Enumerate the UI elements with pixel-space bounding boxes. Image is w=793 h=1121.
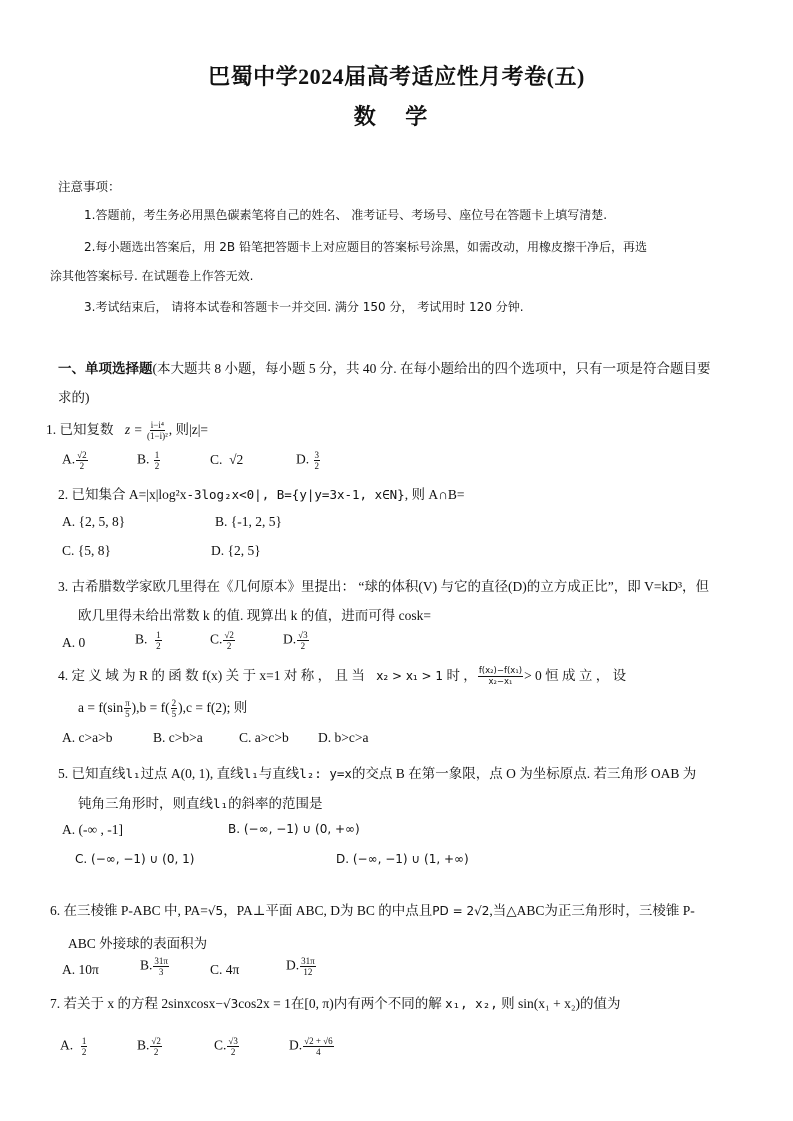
q6-option-d-frac bbox=[300, 956, 316, 977]
q7-option-c-frac bbox=[227, 1036, 238, 1057]
q7-option-c[interactable] bbox=[214, 1036, 240, 1057]
q1-a-den: 2 bbox=[79, 461, 85, 471]
q2-stem-mono: -3log₂x<0|, B={y|y=3x-1, x∈N} bbox=[186, 487, 405, 502]
q3-c-den: 2 bbox=[226, 641, 232, 651]
q7-line-a: 7. 若关于 x 的方程 2sinxcosx− bbox=[50, 996, 223, 1011]
q7-b-den: 2 bbox=[153, 1047, 159, 1057]
section-1-line-1 bbox=[58, 357, 711, 377]
q6-option-b-frac bbox=[153, 956, 169, 977]
notice-item-3: 3.考试结束后， 请将本试卷和答题卡一并交回. 满分 150 分， 考试用时 120 分钟. bbox=[84, 300, 524, 314]
q2-option-d[interactable]: D. {2, 5} bbox=[211, 543, 261, 558]
q4-pi-den: 5 bbox=[125, 709, 130, 720]
q3-option-d[interactable] bbox=[283, 630, 310, 651]
q7-d-num: √2 + √6 bbox=[304, 1036, 333, 1046]
page-title: 巴蜀中学2024届高考适应性月考卷(五) bbox=[208, 64, 585, 89]
q5-line1-c: 与直线 bbox=[258, 766, 300, 781]
q4-line1-a: 4. 定 义 域 为 R 的 函 数 f(x) 关 于 x=1 对 称 ， 且 当 bbox=[58, 668, 365, 683]
question-6-line-1 bbox=[50, 899, 695, 919]
question-6-line-2: ABC 外接球的表面积为 bbox=[68, 936, 208, 951]
q4-pi-num: π bbox=[125, 698, 130, 709]
q7-a-den: 2 bbox=[81, 1047, 87, 1057]
q1-frac-den: (1−i)² bbox=[147, 431, 168, 442]
q7-b-num: √2 bbox=[151, 1036, 161, 1046]
notice-item-2-line-1: 2.每小题选出答案后，用 2B 铅笔把答题卡上对应题目的答案标号涂黑，如需改动，用橡皮擦干净后，再选 bbox=[84, 240, 647, 254]
q3-option-c-label: C. bbox=[210, 631, 223, 647]
q6-b-den: 3 bbox=[158, 967, 164, 977]
q7-c-den: 2 bbox=[230, 1047, 236, 1057]
q5-line1-a: 5. 已知直线 bbox=[58, 766, 126, 781]
q4-two-num: 2 bbox=[171, 698, 177, 709]
question-1-stem bbox=[46, 418, 208, 441]
q5-l1-third: l₁ bbox=[213, 796, 229, 811]
q1-stem-a: 1. 已知复数 bbox=[46, 422, 114, 437]
q6-option-d-label: D. bbox=[286, 957, 300, 973]
q5-line1-b: 过点 A(0, 1), 直线 bbox=[140, 766, 244, 781]
q7-option-d-label: D. bbox=[289, 1037, 303, 1053]
q1-z-label: z = bbox=[124, 422, 143, 437]
q3-option-d-label: D. bbox=[283, 631, 297, 647]
q4-option-b[interactable]: B. c>b>a bbox=[153, 730, 203, 745]
q7-option-d-frac bbox=[303, 1036, 333, 1057]
q1-option-b-frac bbox=[154, 450, 161, 471]
q7-line-b: cos2x = 1在[0, π)内有两个不同的解 bbox=[238, 996, 442, 1011]
q4-line2-b: ),b = f( bbox=[131, 700, 170, 715]
q1-option-a-label: A. bbox=[62, 451, 76, 467]
q7-roots: x₁, x₂, bbox=[445, 996, 498, 1011]
q7-option-b-label: B. bbox=[137, 1037, 150, 1053]
question-3-line-1: 3. 古希腊数学家欧几里得在《几何原本》里提出： “球的体积(V) 与它的直径(D)的立方成正比”，即 V=kD³，但 bbox=[58, 579, 709, 594]
q4-line2-a: a = f(sin bbox=[78, 700, 124, 715]
q1-option-c[interactable] bbox=[210, 452, 243, 468]
q6-pd: PD = 2√2 bbox=[432, 904, 490, 918]
q7-option-a[interactable] bbox=[60, 1036, 88, 1057]
q1-d-den: 2 bbox=[314, 461, 319, 471]
q6-line1-c: ,当△ABC为正三角形时，三棱锥 P- bbox=[489, 903, 695, 918]
q3-c-num: √2 bbox=[224, 630, 234, 640]
q5-option-d[interactable]: D. (−∞, −1) ∪ (1, +∞) bbox=[336, 852, 469, 866]
q3-b-den: 2 bbox=[156, 641, 161, 651]
q1-b-den: 2 bbox=[154, 461, 160, 471]
q7-option-a-label: A. bbox=[60, 1037, 74, 1053]
q5-l1: l₁ bbox=[125, 766, 141, 781]
q6-line1-b: ，PA⊥平面 ABC, D为 BC 的中点且 bbox=[223, 903, 433, 918]
q3-option-b-frac bbox=[155, 630, 162, 651]
q4-line1-b: 时 ， bbox=[446, 668, 477, 683]
q1-option-a[interactable] bbox=[62, 450, 89, 471]
q6-d-num: 31π bbox=[301, 956, 315, 966]
q3-d-num: √3 bbox=[298, 630, 308, 640]
q1-c-value: √2 bbox=[229, 452, 244, 467]
section-1-desc-line-1: (本大题共 8 小题，每小题 5 分，共 40 分. 在每小题给出的四个选项中，只有一项是符合题目要 bbox=[152, 361, 711, 376]
question-5-line-1 bbox=[58, 762, 696, 782]
q7-option-b-frac bbox=[150, 1036, 161, 1057]
q4-option-c[interactable]: C. a>c>b bbox=[239, 730, 289, 745]
q6-b-num: 31π bbox=[154, 956, 168, 966]
q5-l1-second: l₁ bbox=[243, 766, 259, 781]
q2-option-a[interactable]: A. {2, 5, 8} bbox=[62, 514, 126, 529]
q3-option-b-label: B. bbox=[135, 631, 148, 647]
q5-line1-d: 的交点 B 在第一象限，点 O 为坐标原点. 若三角形 OAB 为 bbox=[351, 766, 697, 781]
q7-c-num: √3 bbox=[228, 1036, 238, 1046]
q6-option-c[interactable]: C. 4π bbox=[210, 962, 240, 977]
q1-option-d[interactable] bbox=[296, 450, 321, 471]
q5-option-c[interactable]: C. (−∞, −1) ∪ (0, 1) bbox=[75, 852, 195, 866]
q2-stem-a: 2. 已知集合 A=|x|log²x bbox=[58, 487, 187, 502]
q7-a-num: 1 bbox=[81, 1036, 87, 1046]
q6-line1-a: 6. 在三棱锥 P-ABC 中, PA= bbox=[50, 903, 208, 918]
question-4-line-2 bbox=[78, 696, 247, 719]
q1-option-d-label: D. bbox=[296, 451, 310, 467]
q4-option-a[interactable]: A. c>a>b bbox=[62, 730, 113, 745]
q4-two-den: 5 bbox=[171, 709, 177, 720]
q5-option-a[interactable]: A. (-∞ , -1] bbox=[62, 822, 123, 837]
q1-b-num: 1 bbox=[154, 450, 160, 460]
q5-option-b[interactable]: B. (−∞, −1) ∪ (0, +∞) bbox=[228, 822, 360, 836]
subject-title: 数 学 bbox=[353, 104, 440, 129]
q6-option-a[interactable]: A. 10π bbox=[62, 962, 99, 977]
question-2-stem bbox=[58, 483, 464, 503]
q4-frac-num: f(x₂)−f(x₁) bbox=[478, 666, 523, 677]
q2-stem-b: , 则 A∩B= bbox=[404, 487, 465, 502]
q4-line1-c: > 0 恒 成 立 ， 设 bbox=[524, 668, 627, 683]
notice-heading: 注意事项： bbox=[58, 179, 121, 194]
q6-d-den: 12 bbox=[303, 967, 313, 977]
q4-frac-den: x₂−x₁ bbox=[488, 677, 513, 688]
notice-item-2-line-2: 涂其他答案标号. 在试题卷上作答无效. bbox=[50, 269, 254, 283]
q1-option-b-label: B. bbox=[137, 451, 150, 467]
q4-fraction bbox=[478, 666, 523, 687]
q1-a-num: √2 bbox=[77, 450, 87, 460]
q3-option-c-frac bbox=[223, 630, 234, 651]
q5-line2-b: 的斜率的范围是 bbox=[228, 796, 323, 811]
q1-fraction bbox=[147, 420, 168, 441]
q1-stem-b: , 则|z|= bbox=[168, 422, 209, 437]
question-4-line-1 bbox=[58, 664, 626, 687]
q4-option-d[interactable]: D. b>c>a bbox=[318, 730, 369, 745]
q6-pa-value: √5 bbox=[207, 904, 224, 918]
section-1-heading: 一、单项选择题 bbox=[58, 361, 153, 376]
q7-option-d[interactable] bbox=[289, 1036, 335, 1057]
q7-d-den: 4 bbox=[316, 1047, 321, 1057]
q7-option-a-frac bbox=[81, 1036, 88, 1057]
q5-l2: l₂: y=x bbox=[299, 766, 352, 781]
q1-option-a-frac bbox=[76, 450, 87, 471]
q6-option-b-label: B. bbox=[140, 957, 153, 973]
section-1-desc-line-2: 求的) bbox=[58, 390, 90, 405]
question-3-line-2: 欧几里得未给出常数 k 的值. 现算出 k 的值，进而可得 cosk= bbox=[78, 608, 431, 623]
q1-option-b[interactable] bbox=[137, 450, 161, 471]
q4-line2-c: ),c = f(2); 则 bbox=[178, 700, 248, 715]
q7-sqrt3: √3 bbox=[223, 997, 239, 1011]
q4-condition: x₂ > x₁ > 1 bbox=[376, 669, 444, 683]
q2-option-b[interactable]: B. {-1, 2, 5} bbox=[215, 514, 282, 529]
q1-option-d-frac bbox=[314, 450, 321, 471]
q1-option-c-label: C. bbox=[210, 452, 223, 467]
q4-two-frac bbox=[171, 698, 178, 719]
q5-line2-a: 钝角三角形时，则直线 bbox=[78, 796, 213, 811]
q7-option-c-label: C. bbox=[214, 1037, 227, 1053]
q3-d-den: 2 bbox=[300, 641, 306, 651]
q7-line-c: 则 sin(x₁ + x₂)的值为 bbox=[501, 996, 621, 1011]
question-5-line-2 bbox=[78, 792, 323, 812]
q6-option-d[interactable] bbox=[286, 956, 317, 977]
q4-pi-frac bbox=[124, 698, 131, 719]
q3-b-num: 1 bbox=[156, 630, 161, 640]
q2-option-c[interactable]: C. {5, 8} bbox=[62, 543, 111, 558]
q6-option-b[interactable] bbox=[140, 956, 170, 977]
q3-option-d-frac bbox=[297, 630, 308, 651]
q1-d-num: 3 bbox=[314, 450, 319, 460]
q7-option-b[interactable] bbox=[137, 1036, 163, 1057]
q1-frac-num: i−i⁴ bbox=[150, 420, 164, 431]
q3-option-a[interactable]: A. 0 bbox=[62, 635, 86, 650]
q3-option-b[interactable] bbox=[135, 630, 163, 651]
question-7-stem bbox=[50, 992, 621, 1012]
notice-item-1: 1.答题前，考生务必用黑色碳素笔将自己的姓名、 准考证号、考场号、座位号在答题卡上填写清楚. bbox=[84, 208, 608, 222]
q3-option-c[interactable] bbox=[210, 630, 236, 651]
